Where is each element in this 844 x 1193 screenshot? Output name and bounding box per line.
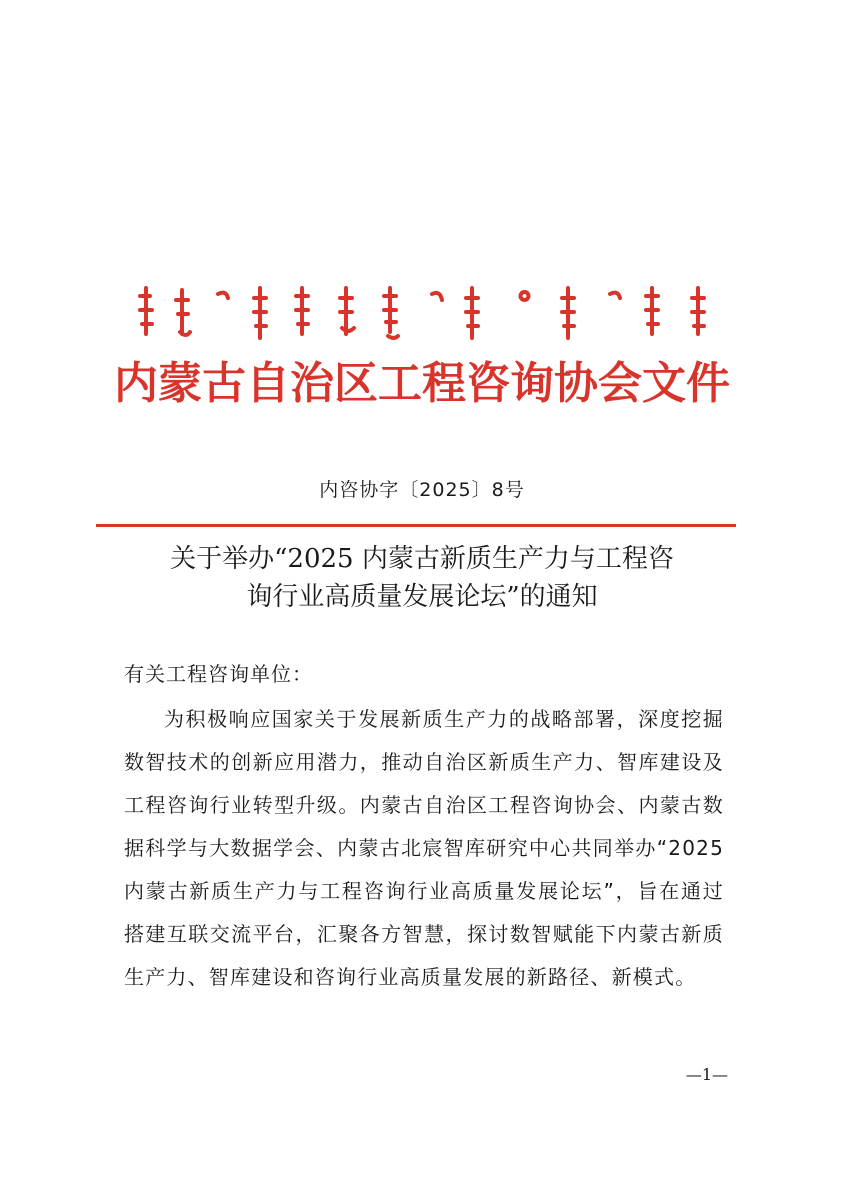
- red-divider: [96, 524, 736, 527]
- page-number: —1—: [685, 1065, 728, 1084]
- document-number: 内咨协字〔2025〕8号: [319, 479, 525, 501]
- notice-title-line-1: 关于举办“2025 内蒙古新质生产力与工程咨: [170, 544, 674, 574]
- org-title: 内蒙古自治区工程咨询协会文件: [114, 358, 730, 409]
- notice-title-line-2: 询行业高质量发展论坛”的通知: [246, 582, 598, 612]
- notice-title: [110, 540, 734, 616]
- body-paragraph: 为积极响应国家关于发展新质生产力的战略部署，深度挖掘数智技术的创新应用潜力，推动自治区新质生产力、智库建设及工程咨询行业转型升级。内蒙古自治区工程咨询协会、内蒙古数据科学与大数据学会、内蒙古北宸智库研究中心共同举办“2025 内蒙古新质生产力与工程咨询行业高质量发展论坛”，旨在通过搭建互联交流平台，汇聚各方智慧，探讨数智赋能下内蒙古新质生产力、智库建设和咨询行业高质量发展的新路径、新模式。: [124, 707, 724, 989]
- salutation: 有关工程咨询单位：: [124, 662, 313, 686]
- mongolian-script-header: [132, 282, 722, 344]
- mongolian-script-graphic: [132, 282, 722, 344]
